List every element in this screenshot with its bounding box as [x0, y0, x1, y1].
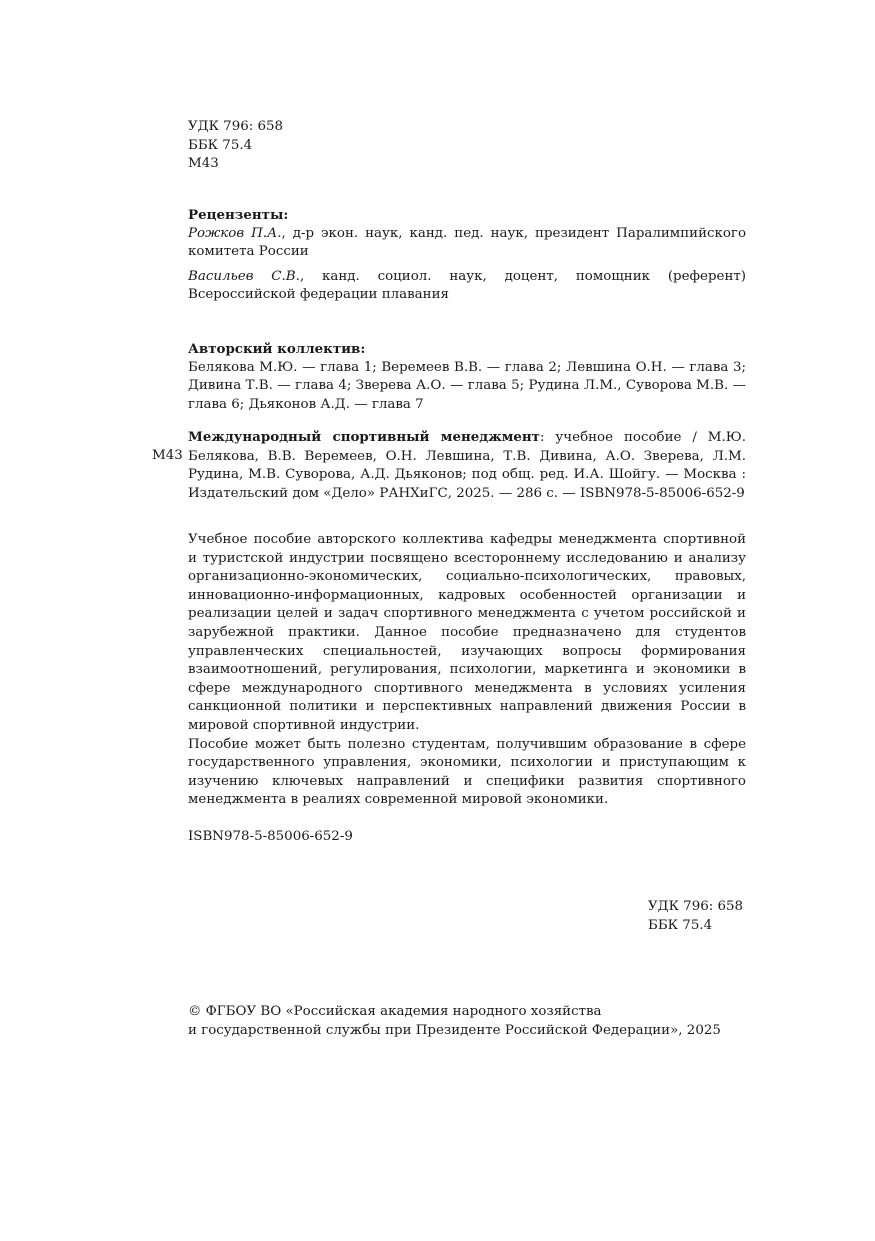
reviewer-item: [188, 225, 746, 262]
copyright-block: [188, 1003, 788, 1040]
reviewer-name: Рожков П.А.: [188, 225, 282, 241]
bibliographic-record: [188, 428, 746, 503]
bbk-code-bottom: ББК 75.4: [648, 917, 713, 933]
abstract-paragraph-2: Пособие может быть полезно студентам, получившим образование в сфере государственного управления, экономики, психологии и приступающим к изучению ключевых направлений и специфики развития спортивного менеджмента в реалиях современной мировой экономики.: [188, 736, 746, 808]
udk-code-bottom: УДК 796: 658: [648, 899, 744, 914]
authors-heading: Авторский коллектив:: [188, 341, 366, 357]
reviewer-info: , канд. социол. наук, доцент, помощник (референт) Всероссийской федерации плавания: [188, 268, 747, 303]
reviewers-block: [188, 206, 746, 305]
bibliographic-block: [188, 428, 746, 503]
bibliographic-details: : учебное пособие / М.Ю. Белякова, В.В. Веремеев, О.Н. Левшина, Т.В. Дивина, А.О. Зверева, Л.М. Рудина, М.В. Суворова, А.Д. Дьяконов; под общ. ред. И.А. Шойгу. — Москва : Издательский дом «Дело» РАНХиГС, 2025. — 286 с. — ISBN978-5-85006-652-9: [188, 430, 746, 501]
isbn: ISBN978-5-85006-652-9: [188, 829, 353, 844]
authors-list: Белякова М.Ю. — глава 1; Веремеев В.В. — глава 2; Левшина О.Н. — глава 3; Дивина Т.В. — глава 4; Зверева А.О. — глава 5; Рудина Л.М., Суворова М.В. — глава 6; Дьяконов А.Д. — глава 7: [188, 359, 746, 412]
author-mark: М43: [188, 156, 219, 172]
bbk-code: ББК 75.4: [188, 137, 253, 153]
abstract-block: [188, 531, 746, 810]
reviewer-name: Васильев С.В.: [188, 268, 300, 284]
book-title: Международный спортивный менеджмент: [188, 429, 540, 445]
udk-code: УДК 796: 658: [188, 119, 284, 134]
bibliographic-mark: М43: [152, 448, 183, 463]
reviewer-item: [188, 268, 746, 305]
authors-block: [188, 340, 746, 414]
classification-bottom: [648, 898, 743, 935]
reviewers-heading: Рецензенты:: [188, 207, 289, 223]
copyright-line-1: © ФГБОУ ВО «Российская академия народного хозяйства: [188, 1004, 602, 1019]
reviewer-info: , д-р экон. наук, канд. пед. наук, президент Паралимпийского комитета России: [188, 225, 747, 260]
classification-block: [188, 118, 746, 174]
abstract-paragraph-1: Учебное пособие авторского коллектива кафедры менеджмента спортивной и туристской индустрии посвящено всестороннему исследованию и анализу организационно-экономических, социально-психологических, правовых, инновационно-информационных, кадровых особенностей организации и реализации целей и задач спортивного менеджмента с учетом российской и зарубежной практики. Данное пособие предназначено для студентов управленческих специальностей, изучающих вопросы формирования взаимоотношений, регулирования, психологии, маркетинга и экономики в сфере международного спортивного менеджмента в условиях усиления санкционной политики и перспективных направлений движения России в мировой спортивной индустрии.: [188, 532, 746, 733]
copyright-line-2: и государственной службы при Президенте Российской Федерации», 2025: [188, 1022, 721, 1038]
